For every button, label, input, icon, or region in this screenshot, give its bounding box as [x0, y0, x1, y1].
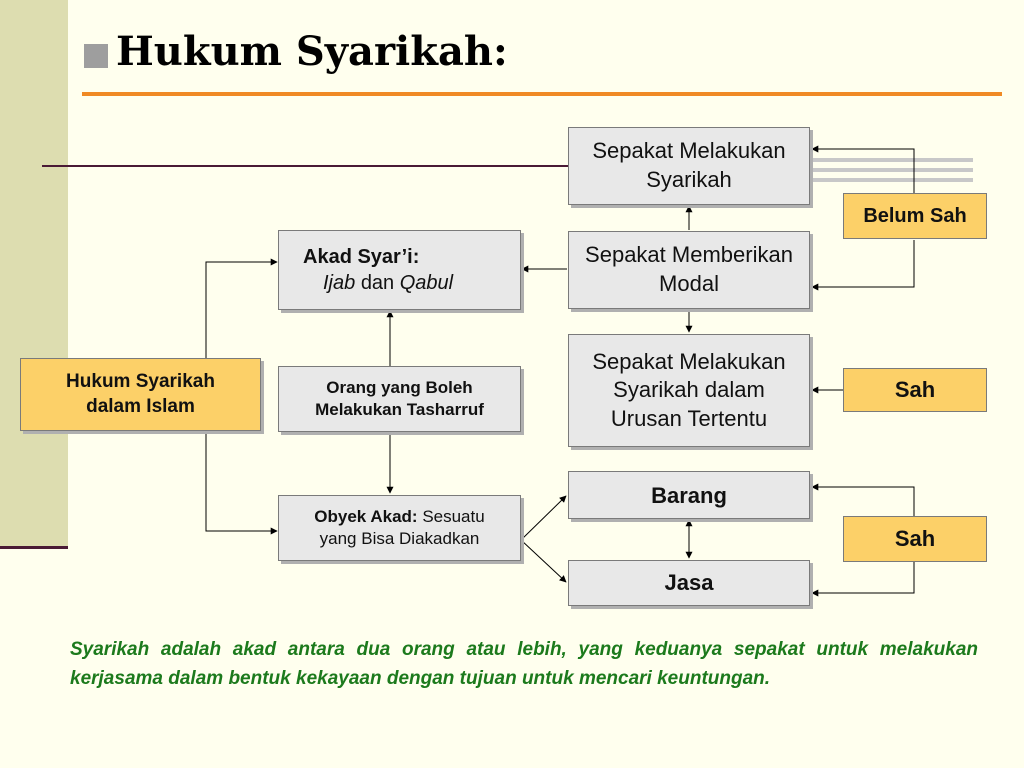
hukum-line-1: Hukum Syarikah — [66, 370, 215, 392]
orang-line-2: Melakukan Tasharruf — [315, 400, 484, 419]
sepakat-urusan-line-2: Syarikah dalam — [613, 377, 765, 403]
hukum-line-2: dalam Islam — [86, 395, 195, 417]
belum-sah-label: Belum Sah — [863, 205, 967, 227]
akad-syari-box — [278, 230, 521, 310]
orang-line-1: Orang yang Boleh — [326, 377, 473, 397]
sah-box-1 — [843, 368, 987, 412]
sepakat-urusan-tertentu-box — [568, 334, 810, 447]
obyek-akad-box — [278, 495, 521, 561]
sah-1-label: Sah — [894, 376, 936, 402]
arrow-obyek-to-jasa — [521, 540, 566, 582]
barang-box — [568, 471, 810, 519]
jasa-box — [568, 560, 810, 606]
arrow-obyek-to-barang — [521, 496, 566, 540]
sepakat-memberikan-modal-box — [568, 231, 810, 309]
sepakat-modal-line-1: Sepakat Memberikan — [585, 242, 793, 268]
akad-qabul: Qabul — [399, 272, 454, 294]
obyek-line-1 — [314, 506, 484, 528]
hukum-syarikah-dalam-islam-box — [20, 358, 261, 431]
obyek-line-2: yang Bisa Diakadkan — [319, 529, 480, 548]
arrow-sah-to-barang — [812, 487, 914, 516]
jasa-label: Jasa — [664, 569, 714, 595]
sah-2-label: Sah — [894, 525, 936, 551]
sepakat-syarikah-line-1: Sepakat Melakukan — [592, 138, 786, 164]
orang-tasharruf-box — [278, 366, 521, 432]
belum-sah-box — [843, 193, 987, 239]
page-title: Hukum Syarikah: — [116, 28, 508, 75]
barang-label: Barang — [651, 483, 727, 508]
akad-ijab-qabul — [303, 270, 453, 296]
obyek-label: Obyek Akad: — [314, 506, 418, 526]
arrow-hukum-to-obyek — [206, 431, 277, 531]
arrow-belumsah-to-modal — [812, 240, 914, 287]
sepakat-urusan-line-3: Urusan Tertentu — [610, 405, 768, 431]
akad-dan: dan — [360, 272, 395, 294]
sepakat-modal-line-2: Modal — [659, 271, 719, 296]
sepakat-melakukan-syarikah-box — [568, 127, 810, 205]
arrow-hukum-to-akad — [206, 262, 277, 358]
akad-title: Akad Syar’i: — [303, 246, 420, 268]
sepakat-syarikah-line-2: Syarikah — [646, 167, 732, 192]
arrow-sah-to-jasa — [812, 562, 914, 593]
sah-box-2 — [843, 516, 987, 562]
definition-text: Syarikah adalah akad antara dua orang atau lebih, yang keduanya sepakat untuk melakukan kerjasama dalam bentuk kekayaan dengan tujuan untuk mencari keuntungan. — [70, 639, 978, 689]
obyek-text-1: Sesuatu — [422, 506, 485, 526]
akad-ijab: Ijab — [323, 272, 356, 294]
arrow-belumsah-to-syarikah — [812, 149, 914, 193]
sepakat-urusan-line-1: Sepakat Melakukan — [592, 348, 786, 374]
